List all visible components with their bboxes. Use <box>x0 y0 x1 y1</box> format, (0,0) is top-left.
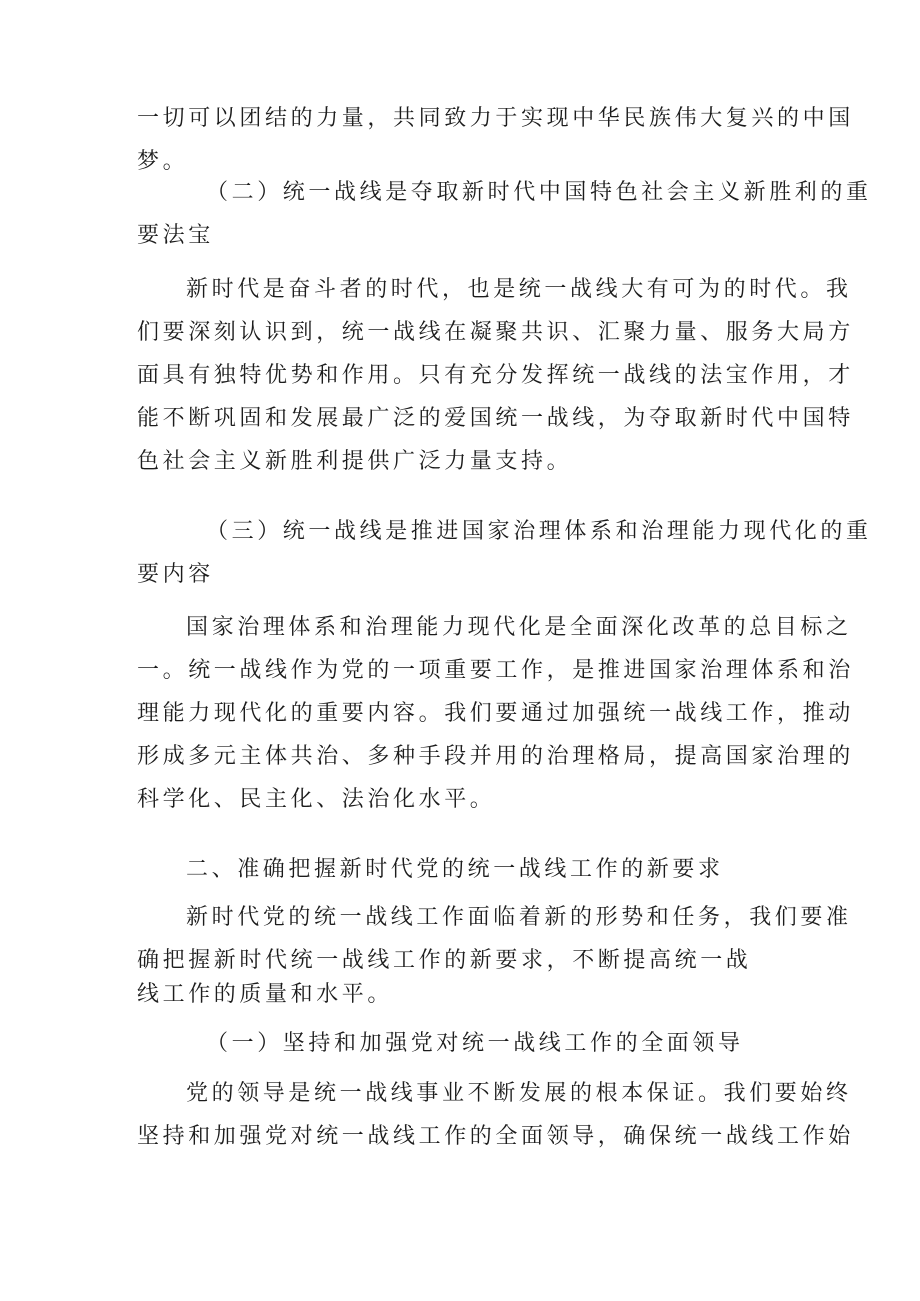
text-line: 国家治理体系和治理能力现代化是全面深化改革的总目标之 <box>186 615 852 640</box>
text-line: 理能力现代化的重要内容。我们要通过加强统一战线工作，推动 <box>137 701 854 726</box>
text-line: 们要深刻认识到，统一战线在凝聚共识、汇聚力量、服务大局方 <box>137 320 854 345</box>
paragraph <box>137 606 854 821</box>
text-line: （三）统一战线是推进国家治理体系和治理能力现代化的重 <box>206 519 872 544</box>
paragraph <box>137 268 854 483</box>
text-line: 要法宝 <box>137 223 214 248</box>
text-line: （二）统一战线是夺取新时代中国特色社会主义新胜利的重 <box>206 180 872 205</box>
text-line: 科学化、民主化、法治化水平。 <box>137 787 496 812</box>
major-heading <box>137 848 787 891</box>
text-line: 党的领导是统一战线事业不断发展的根本保证。我们要始终 <box>186 1081 852 1106</box>
text-line: 确把握新时代统一战线工作的新要求，不断提高统一战 <box>137 948 752 973</box>
text-line: 一切可以团结的力量，共同致力于实现中华民族伟大复兴的中国 <box>137 106 854 131</box>
text-line: 新时代党的统一战线工作面临着新的形势和任务，我们要准 <box>186 905 852 930</box>
section-heading-3 <box>137 510 872 596</box>
text-line: 形成多元主体共治、多种手段并用的治理格局，提高国家治理的 <box>137 744 854 769</box>
text-line: 坚持和加强党对统一战线工作的全面领导，确保统一战线工作始 <box>137 1124 854 1149</box>
text-line: 要内容 <box>137 562 214 587</box>
text-line: 二、准确把握新时代党的统一战线工作的新要求 <box>186 857 724 882</box>
text-line: 色社会主义新胜利提供广泛力量支持。 <box>137 449 573 474</box>
text-line: （一）坚持和加强党对统一战线工作的全面领导 <box>206 1031 744 1056</box>
text-line: 面具有独特优势和作用。只有充分发挥统一战线的法宝作用，才 <box>137 363 854 388</box>
section-heading-1 <box>137 1022 787 1065</box>
text-line: 线工作的质量和水平。 <box>137 982 394 1007</box>
text-line: 梦。 <box>137 149 189 174</box>
text-line: 新时代是奋斗者的时代，也是统一战线大有可为的时代。我 <box>186 277 852 302</box>
paragraph <box>137 896 852 1016</box>
text-line: 一。统一战线作为党的一项重要工作，是推进国家治理体系和治 <box>137 658 854 683</box>
paragraph <box>137 1072 854 1158</box>
text-line: 能不断巩固和发展最广泛的爱国统一战线，为夺取新时代中国特 <box>137 406 854 431</box>
section-heading-2 <box>137 171 872 257</box>
